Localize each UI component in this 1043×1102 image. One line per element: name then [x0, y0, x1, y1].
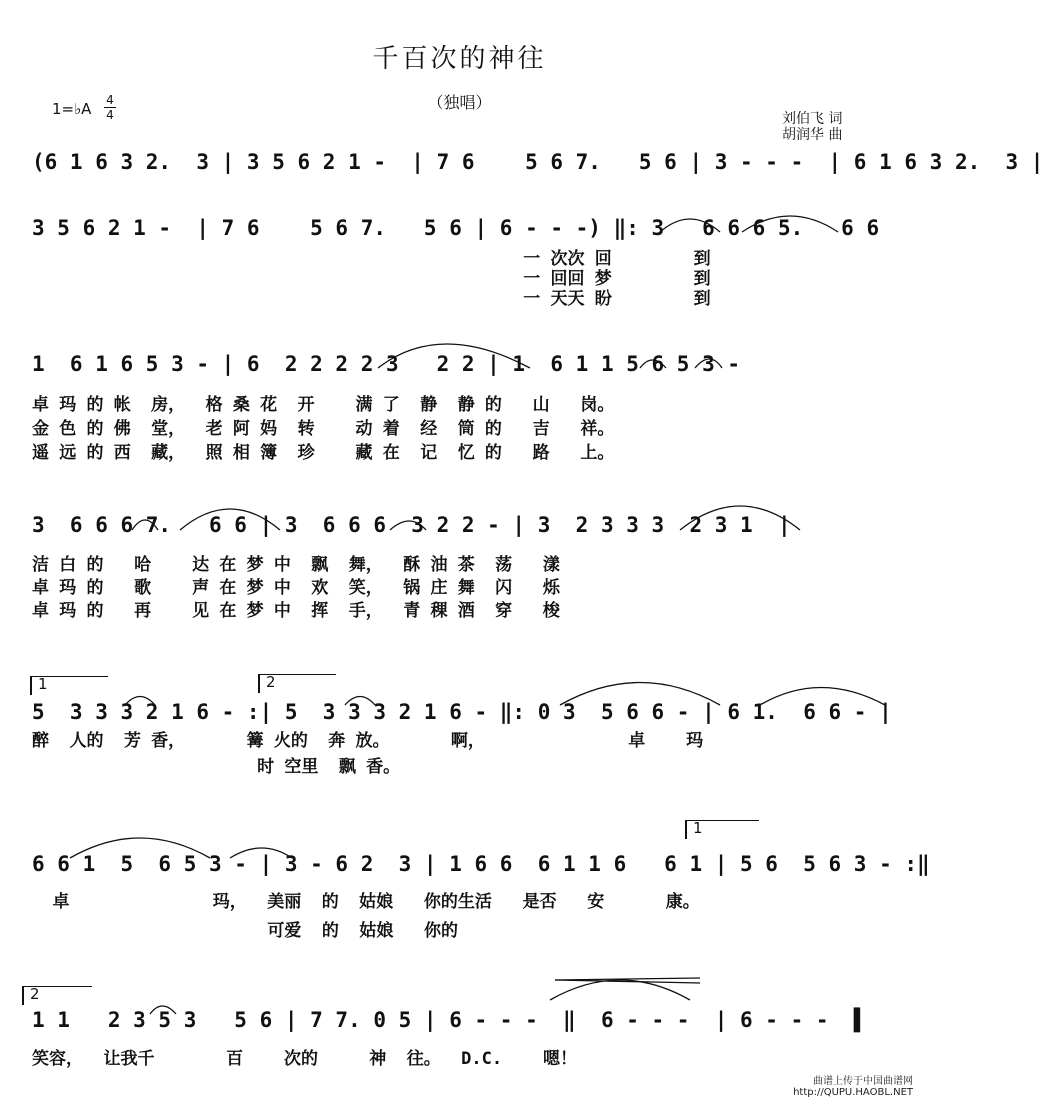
lyric-line-5-v1: 醉 人的 芳 香， 篝 火的 奔 放。 啊， 卓 玛: [32, 731, 704, 751]
notation-line-2: 3 5 6 2 1 - | 7 6 5 6 7. 5 6 | 6 - - -) ‖: 3 6 6 6 5. 6 6: [32, 216, 880, 240]
song-subtitle: （独唱）: [427, 93, 492, 112]
key-signature: 1=♭A: [52, 100, 92, 118]
lyric-line-4-v1: 洁 白 的 哈 达 在 梦 中 飘 舞， 酥 油 茶 荡 漾: [32, 555, 560, 575]
meter-bottom: 4: [106, 108, 114, 122]
notation-line-6: 6 6 1 5 6 5 3 - | 3 - 6 2 3 | 1 6 6 6 1 1 6 6 1 | 5 6 5 6 3 - :‖: [32, 852, 930, 876]
watermark: [793, 1076, 913, 1098]
volta-1b-bracket: [685, 820, 759, 839]
volta-2-label: 2: [266, 673, 276, 691]
volta-1b-label: 1: [693, 819, 703, 837]
volta-1-bracket: [30, 676, 108, 695]
song-title: 千百次的神往: [372, 44, 547, 74]
composer-credit: 胡润华 曲: [782, 127, 843, 143]
notation-line-7: 1 1 2 3 5 3 5 6 | 7 7. 0 5 | 6 - - - ‖ 6 - - - | 6 - - - ▌: [32, 1008, 867, 1032]
lyric-line-5-v2: 时 空里 飘 香。: [32, 757, 401, 777]
volta-2b-label: 2: [30, 985, 40, 1003]
volta-2-bracket: [258, 674, 336, 693]
decrescendo: [555, 978, 700, 980]
watermark-line-1: 曲谱上传于中国曲谱网: [813, 1076, 913, 1087]
notation-line-1: (6 1 6 3 2. 3 | 3 5 6 2 1 - | 7 6 5 6 7. 5 6 | 3 - - - | 6 1 6 3 2. 3 |: [32, 150, 1043, 174]
lyric-line-3-v3: 遥 远 的 西 藏， 照 相 簿 珍 藏 在 记 忆 的 路 上。: [32, 443, 615, 463]
lyric-line-2-v3: 一 天天 盼 到: [32, 289, 711, 309]
lyric-line-4-v2: 卓 玛 的 歌 声 在 梦 中 欢 笑， 锅 庄 舞 闪 烁: [32, 578, 560, 598]
slur: [550, 980, 690, 1000]
lyric-line-2-v2: 一 回回 梦 到: [32, 269, 711, 289]
meter-top: 4: [106, 93, 114, 107]
volta-1-label: 1: [38, 675, 48, 693]
lyric-line-4-v3: 卓 玛 的 再 见 在 梦 中 挥 手， 青 稞 酒 穿 梭: [32, 601, 560, 621]
decrescendo: [555, 980, 700, 983]
lyric-line-6-v1: 卓 玛， 美丽 的 姑娘 你的生活 是否 安 康。: [32, 892, 700, 912]
lyricist-credit: 刘伯飞 词: [782, 111, 843, 127]
notation-line-4: 3 6 6 6 7. 6 6 | 3 6 6 6 3 2 2 - | 3 2 3 3 3 2 3 1 |: [32, 513, 791, 537]
lyric-line-3-v2: 金 色 的 佛 堂， 老 阿 妈 转 动 着 经 筒 的 吉 祥。: [32, 419, 615, 439]
lyric-line-2-v1: 一 次次 回 到: [32, 249, 711, 269]
notation-line-5: 5 3 3 3 2 1 6 - :| 5 3 3 3 2 1 6 - ‖: 0 3 5 6 6 - | 6 1. 6 6 - |: [32, 700, 892, 724]
lyric-line-3-v1: 卓 玛 的 帐 房， 格 桑 花 开 满 了 静 静 的 山 岗。: [32, 395, 615, 415]
lyric-line-7-v1: 笑容， 让我千 百 次的 神 往。 D.C. 嗯！: [32, 1049, 578, 1069]
time-signature: [104, 94, 116, 121]
watermark-line-2: http://QUPU.HAOBL.NET: [793, 1087, 913, 1098]
notation-line-3: 1 6 1 6 5 3 - | 6 2 2 2 2 3 2 2 | 1 6 1 1 5 6 5 3 -: [32, 352, 741, 376]
volta-2b-bracket: [22, 986, 92, 1005]
lyric-line-6-v2: 可爱 的 姑娘 你的: [32, 921, 459, 941]
